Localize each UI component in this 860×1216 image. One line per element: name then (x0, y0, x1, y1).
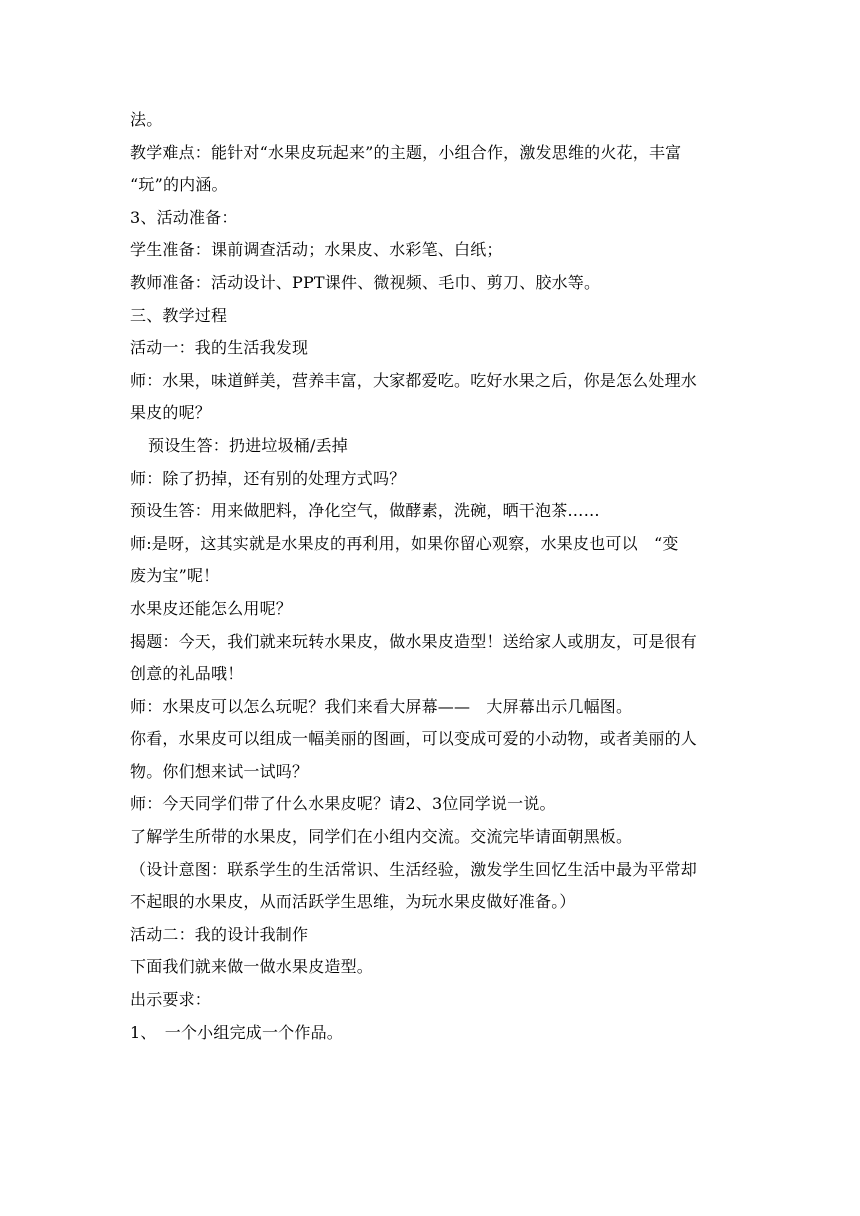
text-line: 废为宝”呢！ (130, 566, 220, 586)
text-line: 师：水果，味道鲜美，营养丰富，大家都爱吃。吃好水果之后，你是怎么处理水 (130, 370, 698, 390)
text-line: 预设生答：用来做肥料，净化空气，做酵素，洗碗，晒干泡茶…… (130, 501, 600, 521)
section-heading: 三、教学过程 (130, 305, 228, 325)
text-line: 你看，水果皮可以组成一幅美丽的图画，可以变成可爱的小动物，或者美丽的人 (130, 729, 698, 749)
text-line: 师:是呀，这其实就是水果皮的再利用，如果你留心观察，水果皮也可以 “变 (130, 533, 679, 553)
text-line: 教师准备：活动设计、PPT课件、微视频、毛巾、剪刀、胶水等。 (130, 272, 601, 292)
text-line: 创意的礼品哦！ (130, 664, 244, 684)
document-body (130, 104, 730, 1049)
text-line: 果皮的呢？ (130, 403, 212, 423)
text-line: 预设生答：扔进垃圾桶/丢掉 (148, 435, 348, 455)
text-line: 师：水果皮可以怎么玩呢？我们来看大屏幕—— 大屏幕出示几幅图。 (130, 696, 633, 716)
text-line: 师：除了扔掉，还有别的处理方式吗？ (130, 468, 406, 488)
design-intent-note: （设计意图：联系学生的生活常识、生活经验，激发学生回忆生活中最为平常却 (130, 859, 698, 879)
design-intent-note: 不起眼的水果皮，从而活跃学生思维，为玩水果皮做好准备。） (130, 892, 576, 912)
text-line: 出示要求： (130, 990, 212, 1010)
text-line: 揭题：今天，我们就来玩转水果皮，做水果皮造型！送给家人或朋友，可是很有 (130, 631, 698, 651)
text-line: 下面我们就来做一做水果皮造型。 (130, 957, 374, 977)
text-line: 物。你们想来试一试吗？ (130, 761, 309, 781)
text-line: “玩”的内涵。 (130, 175, 228, 195)
text-line: 学生准备：课前调查活动；水果皮、水彩笔、白纸； (130, 240, 503, 260)
text-line: 师：今天同学们带了什么水果皮呢？请2、3位同学说一说。 (130, 794, 556, 814)
text-line: 了解学生所带的水果皮，同学们在小组内交流。交流完毕请面朝黑板。 (130, 827, 633, 847)
activity-heading: 活动一：我的生活我发现 (130, 338, 309, 358)
text-line: 教学难点：能针对“水果皮玩起来”的主题，小组合作，激发思维的火花，丰富 (130, 142, 682, 162)
list-item: 1、 一个小组完成一个作品。 (130, 1022, 343, 1042)
activity-heading: 活动二：我的设计我制作 (130, 924, 309, 944)
text-line: 法。 (130, 110, 163, 129)
text-line: 水果皮还能怎么用呢？ (130, 598, 293, 618)
section-heading: 3、活动准备： (130, 207, 238, 227)
